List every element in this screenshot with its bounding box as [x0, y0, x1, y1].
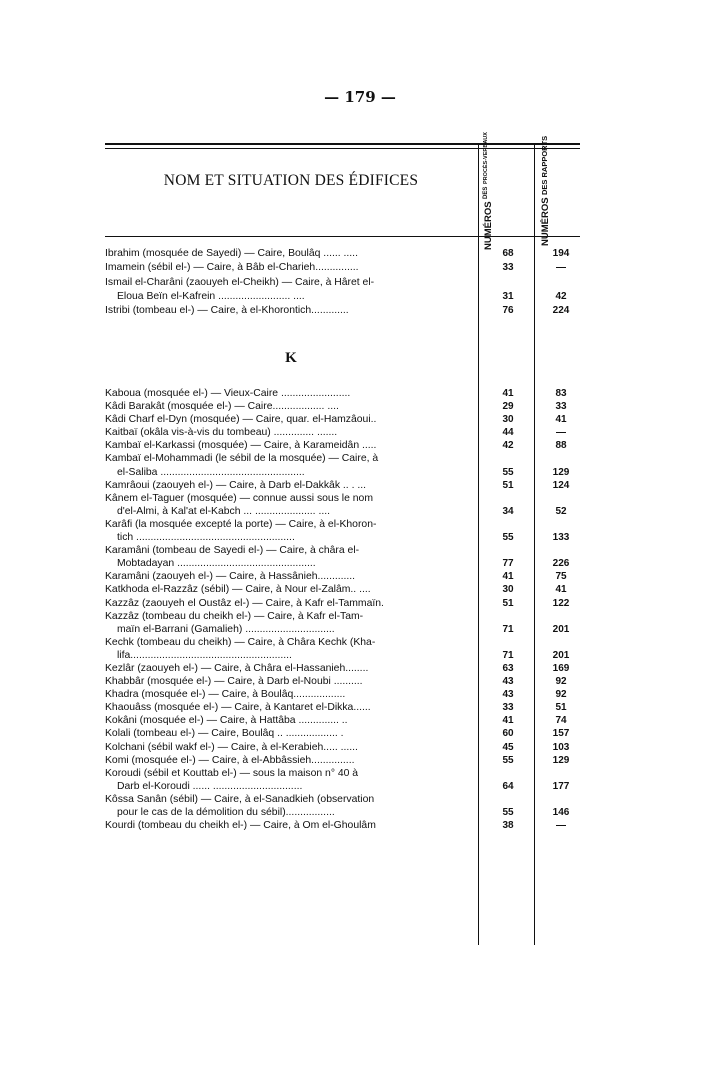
- rapport-number: 74: [555, 715, 567, 727]
- entry-name-continuation: Eloua Beïn el-Kafrein ......................... ....: [117, 290, 305, 302]
- entry-name: Karamâni (tombeau de Sayedi el-) — Caire, à châra el-: [105, 545, 360, 557]
- table-row: [105, 754, 580, 767]
- rapport-number: 177: [552, 780, 570, 792]
- proces-verbal-number: 33: [502, 702, 514, 714]
- entry-name: Kolchani (sébil wakf el-) — Caire, à el-Kerabieh..... ......: [105, 741, 358, 753]
- entries-i: [105, 247, 580, 318]
- rapport-number: 133: [552, 532, 570, 544]
- rapport-number: 201: [552, 623, 570, 635]
- section-letter: K: [285, 350, 297, 366]
- entry-name: Kambaï el-Mohammadi (le sébil de la mosquée) — Caire, à: [105, 453, 379, 465]
- entry-name: Karâfi (la mosquée excepté la porte) — Caire, à el-Khoron-: [105, 518, 377, 530]
- table-row: [105, 400, 580, 413]
- rapport-number: 83: [555, 388, 567, 399]
- table-row: [105, 714, 580, 727]
- table-title: NOM ET SITUATION DES ÉDIFICES: [163, 172, 419, 189]
- proces-verbal-number: 30: [502, 414, 514, 426]
- proces-verbal-number: 43: [502, 676, 514, 688]
- rapport-number: 224: [552, 305, 570, 317]
- entry-name: Kokâni (mosquée el-) — Caire, à Hattâba .............. ..: [105, 715, 348, 727]
- entry-name-continuation: d'el-Almi, à Kal'at el-Kabch ... ..................... ....: [117, 505, 331, 517]
- proces-verbal-number: 41: [502, 715, 514, 727]
- proces-verbal-number: 60: [502, 728, 514, 740]
- table-row: [105, 413, 580, 426]
- rapport-number: 129: [552, 754, 570, 766]
- table-row: [105, 636, 580, 662]
- entry-name: Kourdi (tombeau du cheikh el-) — Caire, à Om el-Ghoulâm: [105, 820, 376, 832]
- entries-k: [105, 387, 580, 832]
- proces-verbal-number: 34: [502, 505, 514, 517]
- proces-verbal-number: 55: [502, 754, 514, 766]
- rapport-number: 103: [552, 741, 570, 753]
- proces-verbal-number: 76: [502, 305, 514, 317]
- proces-verbal-number: 44: [502, 427, 514, 439]
- rapport-number: 169: [552, 662, 570, 674]
- col1-line1: NUMÉROS: [483, 201, 494, 251]
- rapport-number: 41: [555, 584, 567, 596]
- col2-line2: DES RAPPORTS: [540, 135, 549, 195]
- table-row: [105, 688, 580, 701]
- entry-name: Kâdi Barakât (mosquée el-) — Caire.................. ....: [105, 401, 339, 413]
- table-row: [105, 452, 580, 478]
- entry-name: Komi (mosquée el-) — Caire, à el-Abbâssieh...............: [105, 754, 355, 766]
- entry-name: Khabbâr (mosquée el-) — Caire, à Darb el-Noubi ..........: [105, 676, 363, 688]
- proces-verbal-number: 71: [502, 649, 514, 661]
- entry-name: Kaitbaï (okâla vis-à-vis du tombeau) .............. .......: [105, 427, 338, 439]
- table-row: [105, 701, 580, 714]
- proces-verbal-number: 51: [502, 597, 514, 609]
- proces-verbal-number: 68: [502, 248, 514, 259]
- entry-name: Kazzâz (zaouyeh el Oustâz el-) — Caire, à Kafr el-Tammaïn.: [105, 597, 384, 609]
- entry-name: Kaboua (mosquée el-) — Vieux-Caire ........................: [105, 388, 351, 399]
- table-row: [105, 675, 580, 688]
- table-row: [105, 261, 580, 275]
- entry-name: Kânem el-Taguer (mosquée) — connue aussi sous le nom: [105, 492, 373, 504]
- proces-verbal-number: 55: [502, 466, 514, 478]
- proces-verbal-number: 77: [502, 558, 514, 570]
- table-row: [105, 570, 580, 583]
- entry-name-continuation: tich .......................................................: [117, 532, 295, 544]
- proces-verbal-number: 38: [502, 820, 514, 832]
- proces-verbal-number: 51: [502, 479, 514, 491]
- page-number: — 179 —: [324, 88, 396, 106]
- entry-name: Karamâni (zaouyeh el-) — Caire, à Hassânieh.............: [105, 571, 356, 583]
- entry-name-continuation: lifa........................................................: [117, 649, 292, 661]
- entry-name: Kolali (tombeau el-) — Caire, Boulâq .. .................. .: [105, 728, 344, 740]
- rapport-number: 201: [552, 649, 570, 661]
- proces-verbal-number: 55: [502, 532, 514, 544]
- rapport-number: 129: [552, 466, 570, 478]
- table-row: [105, 597, 580, 610]
- entry-name: Imamein (sébil el-) — Caire, à Bâb el-Charieh...............: [105, 262, 359, 274]
- proces-verbal-number: 45: [502, 741, 514, 753]
- rapport-number: 41: [555, 414, 567, 426]
- col1-line3: PROCÈS-VERBAUX: [483, 131, 489, 184]
- entry-name: Ismail el-Charâni (zaouyeh el-Cheikh) — Caire, à Hâret el-: [105, 276, 375, 288]
- proces-verbal-number: 64: [502, 780, 514, 792]
- table-row: [105, 426, 580, 439]
- table-row: [105, 276, 580, 305]
- proces-verbal-number: 71: [502, 623, 514, 635]
- entry-name-continuation: pour le cas de la démolition du sébil).................: [117, 807, 335, 818]
- rapport-number: 88: [555, 440, 567, 452]
- col1-line2: DES: [483, 186, 489, 199]
- table-row: [105, 610, 580, 636]
- proces-verbal-number: 41: [502, 388, 514, 399]
- proces-verbal-number: 43: [502, 689, 514, 701]
- entry-name: Ibrahim (mosquée de Sayedi) — Caire, Boulâq ...... .....: [105, 248, 358, 259]
- rapport-number: 226: [552, 558, 570, 570]
- table-row: [105, 819, 580, 832]
- rapport-number: 157: [552, 728, 570, 740]
- rapport-number: 75: [555, 571, 567, 583]
- table-row: [105, 304, 580, 318]
- entry-name: Kambaï el-Karkassi (mosquée) — Caire, à Karameidân .....: [105, 440, 377, 452]
- entry-name: Khaouâss (mosquée el-) — Caire, à Kantaret el-Dikka......: [105, 702, 371, 714]
- rapport-number: —: [556, 427, 566, 439]
- proces-verbal-number: 30: [502, 584, 514, 596]
- entry-name: Istribi (tombeau el-) — Caire, à el-Khorontich.............: [105, 305, 349, 317]
- rapport-number: —: [556, 262, 566, 274]
- entry-name-continuation: Mobtadayan ................................................: [117, 558, 316, 570]
- entry-name-continuation: Darb el-Koroudi ...... ...............................: [117, 780, 303, 792]
- entry-name-continuation: el-Saliba ..................................................: [117, 466, 305, 478]
- table-row: [105, 247, 580, 261]
- entry-name: Koroudi (sébil et Kouttab el-) — sous la maison n° 40 à: [105, 767, 359, 779]
- entry-name: Kazzâz (tombeau du cheikh el-) — Caire, à Kafr el-Tam-: [105, 610, 364, 622]
- proces-verbal-number: 41: [502, 571, 514, 583]
- table-row: [105, 793, 580, 819]
- proces-verbal-number: 63: [502, 662, 514, 674]
- proces-verbal-number: 33: [502, 262, 514, 274]
- table-row: [105, 767, 580, 793]
- proces-verbal-number: 29: [502, 401, 514, 413]
- entry-name: Khadra (mosquée el-) — Caire, à Boulâq..................: [105, 689, 346, 701]
- entry-name: Katkhoda el-Razzâz (sébil) — Caire, à Nour el-Zalâm.. ....: [105, 584, 371, 596]
- table-row: [105, 741, 580, 754]
- column-header-rapports: [540, 135, 580, 247]
- rapport-number: 42: [555, 290, 567, 302]
- entry-name: Kamrâoui (zaouyeh el-) — Caire, à Darb el-Dakkâk .. . ...: [105, 479, 367, 491]
- rapport-number: 124: [552, 479, 570, 491]
- rapport-number: —: [556, 820, 566, 832]
- table-row: [105, 518, 580, 544]
- rapport-number: 52: [555, 505, 567, 517]
- table-row: [105, 387, 580, 400]
- entry-name: Kezlâr (zaouyeh el-) — Caire, à Châra el-Hassanieh........: [105, 662, 369, 674]
- table-row: [105, 727, 580, 740]
- table-row: [105, 662, 580, 675]
- rapport-number: 92: [555, 676, 567, 688]
- table-row: [105, 583, 580, 596]
- proces-verbal-number: 55: [502, 807, 514, 818]
- rapport-number: 146: [552, 807, 570, 818]
- table-row: [105, 492, 580, 518]
- rapport-number: 33: [555, 401, 567, 413]
- column-header-proces-verbaux: [483, 131, 529, 251]
- entry-name: Kechk (tombeau du cheikh) — Caire, à Châra Kechk (Kha-: [105, 636, 376, 648]
- rapport-number: 92: [555, 689, 567, 701]
- rapport-number: 194: [552, 248, 570, 259]
- entry-name: Kâdi Charf el-Dyn (mosquée) — Caire, quar. el-Hamzâoui..: [105, 414, 377, 426]
- table-row: [105, 479, 580, 492]
- rapport-number: 51: [555, 702, 567, 714]
- table-row: [105, 439, 580, 452]
- table-row: [105, 544, 580, 570]
- col2-line1: NUMÉROS: [540, 197, 551, 247]
- proces-verbal-number: 31: [502, 290, 514, 302]
- entry-name: Kôssa Sanân (sébil) — Caire, à el-Sanadkieh (observation: [105, 793, 375, 805]
- entry-name-continuation: maïn el-Barrani (Gamalieh) ...............................: [117, 623, 335, 635]
- proces-verbal-number: 42: [502, 440, 514, 452]
- rapport-number: 122: [552, 597, 570, 609]
